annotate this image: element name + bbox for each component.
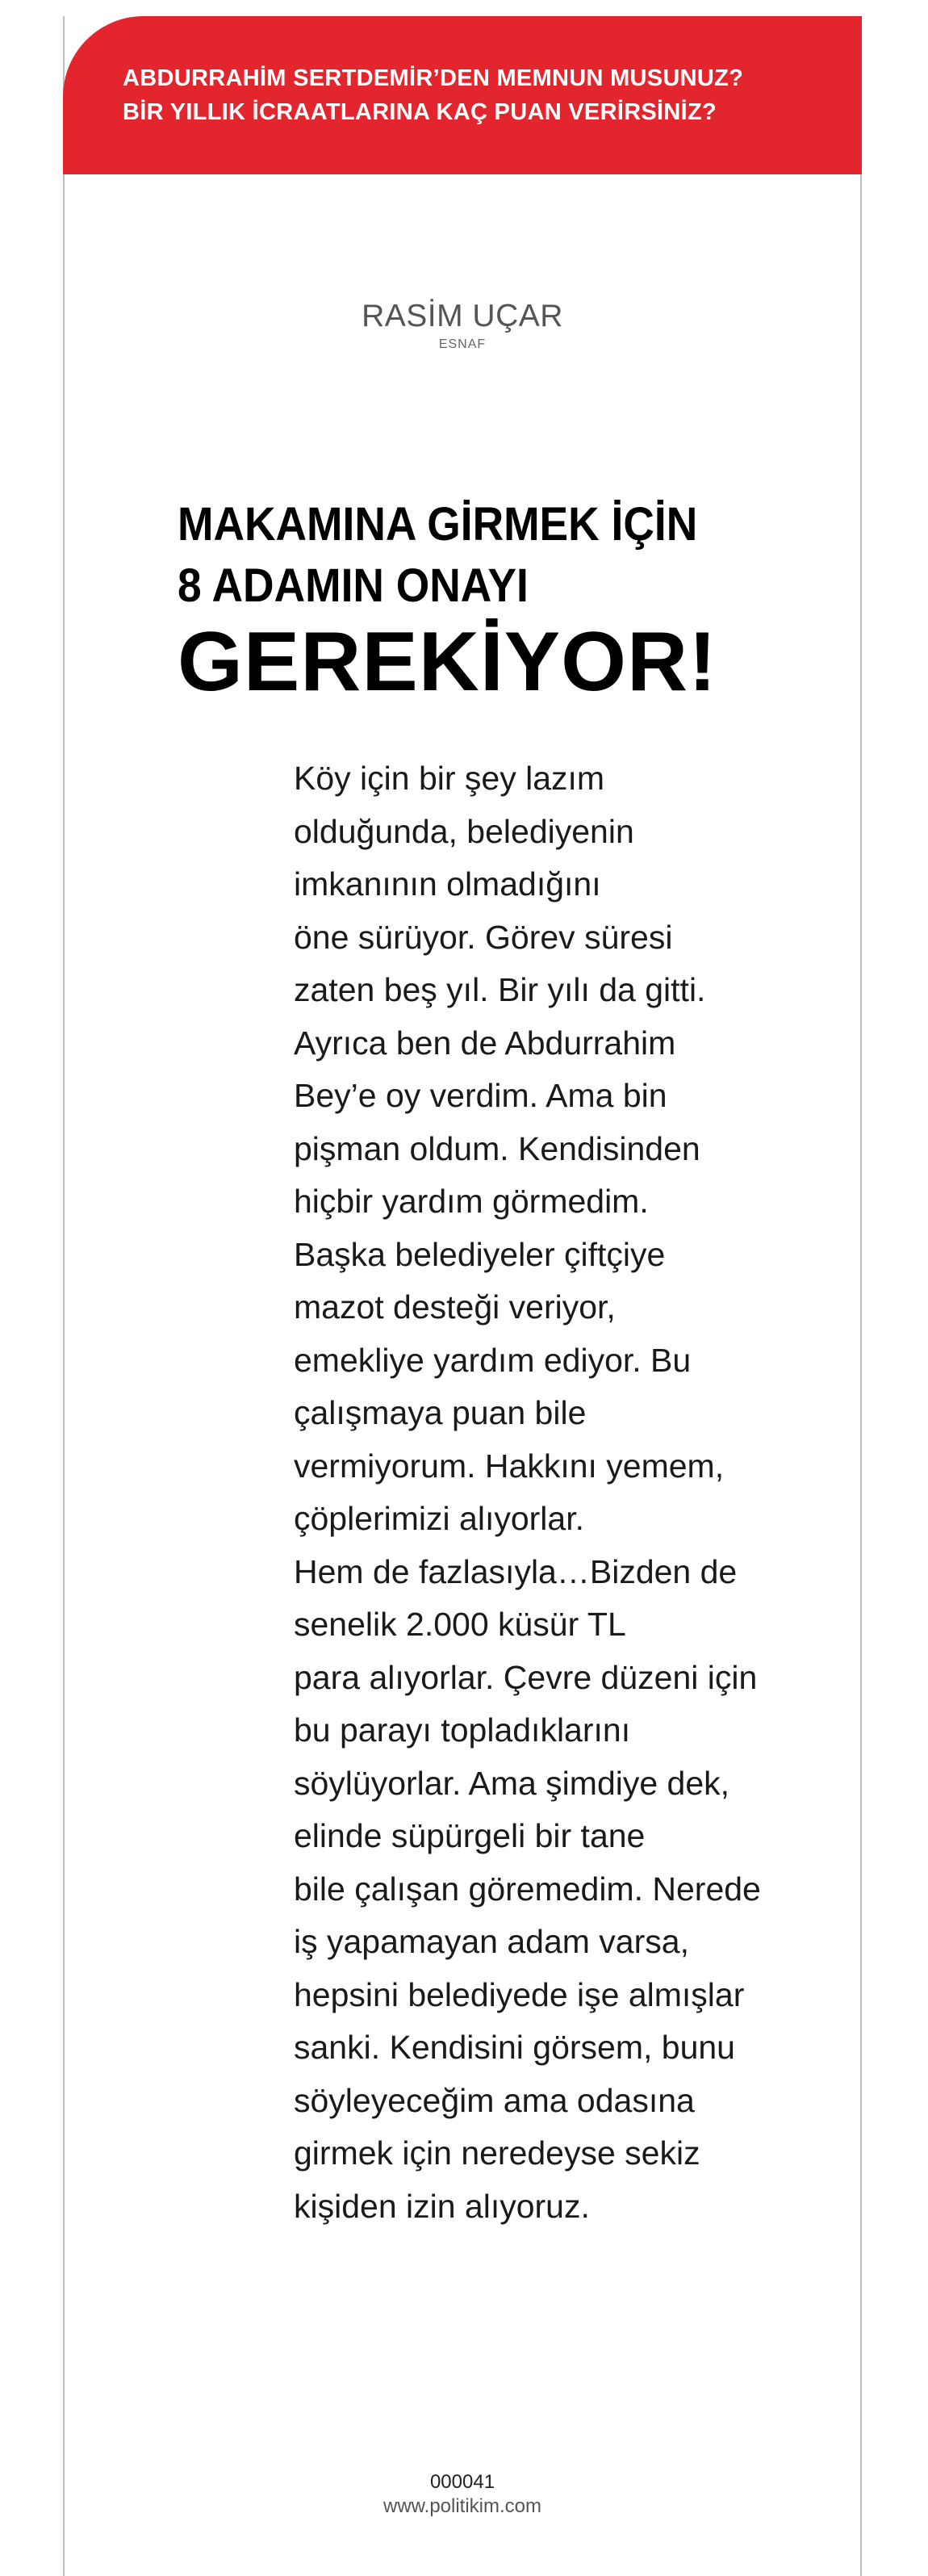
body-line: hepsini belediyede işe almışlar bbox=[294, 1975, 745, 2013]
body-line: Ayrıca ben de Abdurrahim bbox=[294, 1024, 676, 1062]
banner-line-1: ABDURRAHİM SERTDEMİR’DEN MEMNUN MUSUNUZ? bbox=[123, 65, 744, 91]
page-code: 000041 bbox=[429, 2471, 495, 2493]
body-line: senelik 2.000 küsür TL bbox=[294, 1606, 626, 1643]
body-line: bu parayı topladıklarını bbox=[294, 1711, 631, 1749]
body-line: girmek için neredeyse sekiz bbox=[294, 2134, 700, 2172]
body-line: söyleyeceğim ama odasına bbox=[294, 2081, 695, 2119]
body-line: mazot desteği veriyor, bbox=[294, 1288, 616, 1326]
body-line: söylüyorlar. Ama şimdiye dek, bbox=[294, 1764, 730, 1802]
body-line: pişman oldum. Kendisinden bbox=[294, 1129, 700, 1167]
headline bbox=[178, 494, 839, 710]
body-line: bile çalışan göremedim. Nerede bbox=[294, 1870, 761, 1908]
page-footer bbox=[63, 2470, 862, 2519]
body-line: kişiden izin alıyoruz. bbox=[294, 2187, 590, 2225]
article-body bbox=[294, 752, 810, 2233]
website-link[interactable]: www.politikim.com bbox=[382, 2495, 542, 2517]
body-line: çöplerimizi alıyorlar. bbox=[294, 1500, 584, 1537]
headline-line-3: GEREKİYOR! bbox=[178, 615, 717, 709]
body-line: çalışmaya puan bile bbox=[294, 1394, 587, 1431]
body-line: hiçbir yardım görmedim. bbox=[294, 1183, 649, 1220]
headline-line-1: MAKAMINA GİRMEK İÇİN bbox=[178, 498, 698, 551]
question-banner bbox=[63, 16, 862, 174]
body-line: Hem de fazlasıyla…Bizden de bbox=[294, 1552, 738, 1590]
body-line: sanki. Kendisini görsem, bunu bbox=[294, 2029, 735, 2066]
body-line: elinde süpürgeli bir tane bbox=[294, 1817, 646, 1854]
body-line: vermiyorum. Hakkını yemem, bbox=[294, 1447, 725, 1485]
body-line: öne sürüyor. Görev süresi bbox=[294, 918, 673, 956]
body-line: imkanının olmadığını bbox=[294, 865, 601, 903]
body-line: zaten beş yıl. Bir yılı da gitti. bbox=[294, 971, 706, 1008]
body-line: iş yapamayan adam varsa, bbox=[294, 1923, 689, 1960]
interviewee-role: ESNAF bbox=[438, 337, 487, 351]
body-line: Köy için bir şey lazım bbox=[294, 760, 605, 797]
body-line: olduğunda, belediyenin bbox=[294, 812, 634, 850]
body-line: Başka belediyeler çiftçiye bbox=[294, 1235, 666, 1273]
banner-line-2: BİR YILLIK İCRAATLARINA KAÇ PUAN VERİRSİNİZ? bbox=[123, 99, 717, 125]
headline-line-2: 8 ADAMIN ONAYI bbox=[178, 559, 529, 612]
interviewee bbox=[63, 299, 862, 354]
interviewee-name: RASİM UÇAR bbox=[362, 299, 563, 333]
body-line: para alıyorlar. Çevre düzeni için bbox=[294, 1658, 758, 1696]
body-line: Bey’e oy verdim. Ama bin bbox=[294, 1077, 667, 1114]
body-line: emekliye yardım ediyor. Bu bbox=[294, 1341, 692, 1379]
